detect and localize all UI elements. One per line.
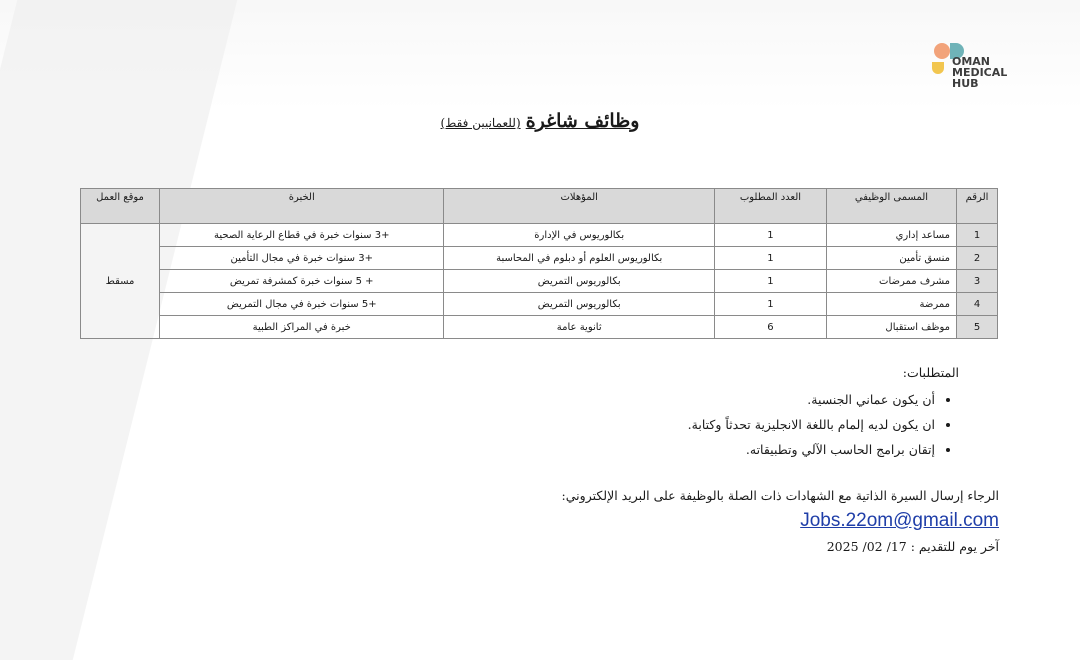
cell-count: 1 bbox=[714, 293, 826, 316]
cell-experience: +5 سنوات خبرة في مجال التمريض bbox=[160, 293, 444, 316]
title-sub: (للعمانيين فقط) bbox=[440, 116, 521, 130]
cell-qualifications: بكالوريوس التمريض bbox=[444, 293, 714, 316]
cell-qualifications: ثانوية عامة bbox=[444, 316, 714, 339]
page-title bbox=[0, 110, 1080, 132]
header-count: العدد المطلوب bbox=[714, 189, 826, 224]
deadline-text: آخر يوم للتقديم : 17/ 02/ 2025 bbox=[826, 539, 999, 554]
cell-count: 6 bbox=[714, 316, 826, 339]
requirements-list bbox=[688, 392, 959, 457]
requirements-section bbox=[688, 365, 959, 467]
cell-qualifications: بكالوريوس في الإدارة bbox=[444, 224, 714, 247]
header-qualifications: المؤهلات bbox=[444, 189, 714, 224]
table-row bbox=[81, 270, 998, 293]
cell-experience: + 5 سنوات خبرة كمشرفة تمريض bbox=[160, 270, 444, 293]
header-number: الرقم bbox=[957, 189, 998, 224]
header-job-title: المسمى الوظيفي bbox=[826, 189, 956, 224]
cell-location: مسقط bbox=[81, 224, 160, 339]
table-row bbox=[81, 224, 998, 247]
cell-number: 3 bbox=[957, 270, 998, 293]
cell-job-title: مساعد إداري bbox=[826, 224, 956, 247]
cell-count: 1 bbox=[714, 224, 826, 247]
cell-experience: +3 سنوات خبرة في قطاع الرعاية الصحية bbox=[160, 224, 444, 247]
email-link[interactable]: Jobs.22om@gmail.com bbox=[800, 510, 999, 531]
cell-number: 2 bbox=[957, 247, 998, 270]
cell-job-title: منسق تأمين bbox=[826, 247, 956, 270]
logo bbox=[926, 38, 1016, 98]
table-row bbox=[81, 316, 998, 339]
cell-number: 5 bbox=[957, 316, 998, 339]
table-row bbox=[81, 247, 998, 270]
header-location: موقع العمل bbox=[81, 189, 160, 224]
cell-job-title: مشرف ممرضات bbox=[826, 270, 956, 293]
cell-qualifications: بكالوريوس التمريض bbox=[444, 270, 714, 293]
list-item: • ان يكون لديه إلمام باللغة الانجليزية تحدثاً وكتابة. bbox=[688, 417, 935, 432]
requirements-heading: المتطلبات: bbox=[902, 365, 959, 380]
logo-line-2: MEDICAL bbox=[952, 66, 1008, 79]
table-row bbox=[81, 293, 998, 316]
jobs-table bbox=[80, 188, 998, 339]
table-header-row bbox=[81, 189, 998, 224]
title-main: وظائف شاغرة bbox=[525, 110, 640, 132]
cell-count: 1 bbox=[714, 270, 826, 293]
cell-number: 1 bbox=[957, 224, 998, 247]
cell-job-title: موظف استقبال bbox=[826, 316, 956, 339]
logo-line-1: OMAN bbox=[952, 55, 991, 68]
cell-qualifications: بكالوريوس العلوم أو دبلوم في المحاسبة bbox=[444, 247, 714, 270]
list-item: • إتقان برامج الحاسب الآلي وتطبيقاته. bbox=[688, 442, 935, 457]
header-experience: الخبرة bbox=[160, 189, 444, 224]
cell-experience: +3 سنوات خبرة في مجال التأمين bbox=[160, 247, 444, 270]
cell-number: 4 bbox=[957, 293, 998, 316]
list-item: • أن يكون عماني الجنسية. bbox=[688, 392, 935, 407]
logo-text bbox=[952, 56, 1007, 89]
cell-experience: خبرة في المراكز الطبية bbox=[160, 316, 444, 339]
cell-job-title: ممرضة bbox=[826, 293, 956, 316]
apply-instruction: الرجاء إرسال السيرة الذاتية مع الشهادات ذات الصلة بالوظيفة على البريد الإلكتروني: bbox=[561, 488, 999, 503]
cell-count: 1 bbox=[714, 247, 826, 270]
logo-line-3: HUB bbox=[952, 77, 979, 90]
